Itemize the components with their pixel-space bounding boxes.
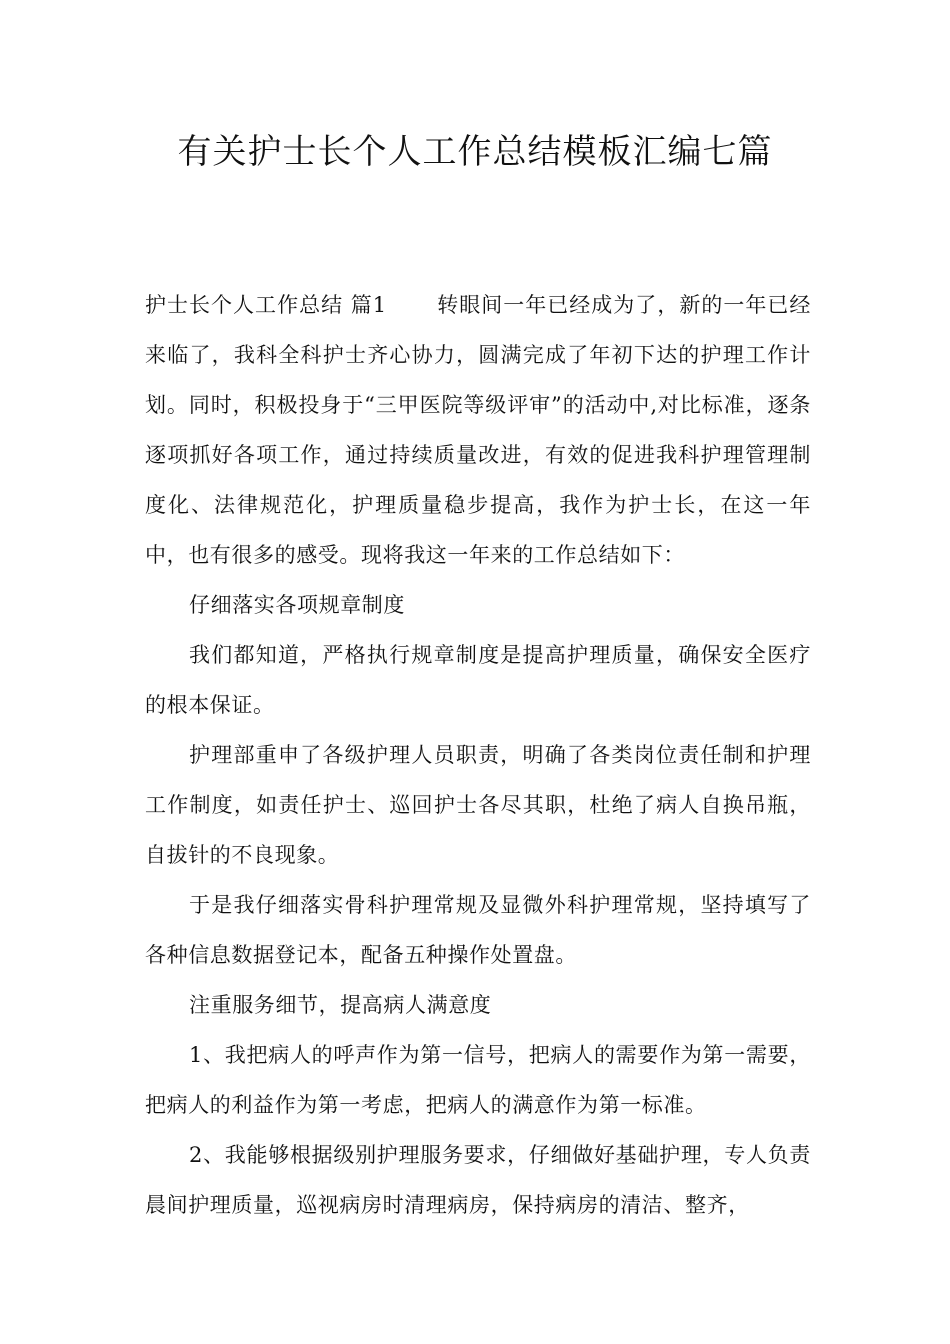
- paragraph-intro: [145, 280, 811, 580]
- document-body: [145, 280, 811, 1230]
- paragraph: 护理部重申了各级护理人员职责，明确了各类岗位责任制和护理工作制度，如责任护士、巡回护士各尽其职，杜绝了病人自换吊瓶，自拔针的不良现象。: [145, 743, 811, 867]
- subheading-service: 注重服务细节，提高病人满意度: [189, 993, 492, 1017]
- subheading-regulations: 仔细落实各项规章制度: [189, 593, 405, 617]
- paragraph-text: 转眼间一年已经成为了，新的一年已经来临了，我科全科护士齐心协力，圆满完成了年初下达的护理工作计划。同时，积极投身于“三甲医院等级评审”的活动中,对比标准，逐条逐项抓好各项工作，通过持续质量改进，有效的促进我科护理管理制度化、法律规范化，护理质量稳步提高，我作为护士长，在这一年中，也有很多的感受。现将我这一年来的工作总结如下：: [145, 293, 811, 567]
- paragraph: 2、我能够根据级别护理服务要求，仔细做好基础护理，专人负责晨间护理质量，巡视病房时清理病房，保持病房的清洁、整齐，: [145, 1143, 811, 1217]
- section-heading: 护士长个人工作总结 篇1: [145, 293, 387, 317]
- paragraph: 1、我把病人的呼声作为第一信号，把病人的需要作为第一需要，把病人的利益作为第一考虑，把病人的满意作为第一标准。: [145, 1043, 811, 1117]
- paragraph: 于是我仔细落实骨科护理常规及显微外科护理常规，坚持填写了各种信息数据登记本，配备五种操作处置盘。: [145, 893, 811, 967]
- paragraph: 我们都知道，严格执行规章制度是提高护理质量，确保安全医疗的根本保证。: [145, 643, 811, 717]
- document-title: 有关护士长个人工作总结模板汇编七篇: [177, 132, 773, 172]
